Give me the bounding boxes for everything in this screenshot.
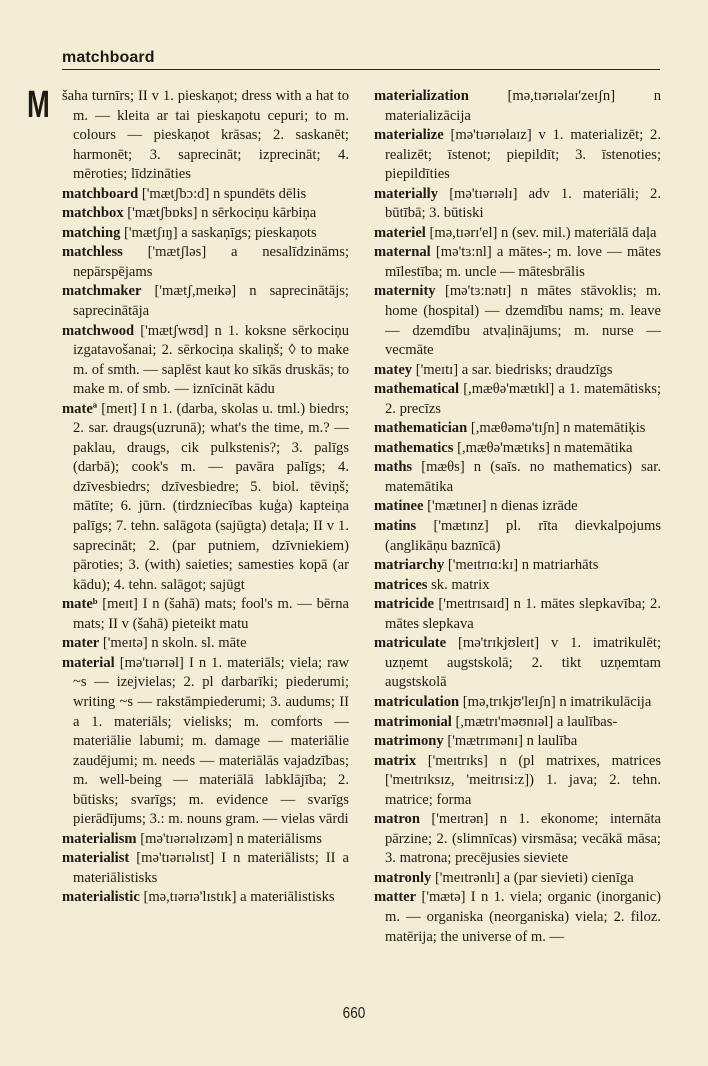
entry-definition: [mə'tɪərɪəl] I n 1. materiāls; viela; raw ~s — izejvielas; 2. pl darbarīki; piederumi; writing ~s — rakstāmpiederumi; 3. audums; II a 1. materiāls; vielisks; m. comforts — materiālie labumi; m. damage — materiālie zaudējumi; m. needs — materiālās vajadzības; m. well-being — materiālā labklājība; 2. būtisks; svarīgs; m. evidence — svarīgs pierādījums; 3.: m. nouns gram. — vielas vārdi — [73, 654, 349, 828]
dictionary-entry — [62, 634, 349, 654]
header-rule — [62, 69, 660, 70]
dictionary-entry — [62, 849, 349, 888]
dictionary-entry — [62, 830, 349, 850]
dictionary-entry — [374, 595, 661, 634]
entry-definition: šaha turnīrs; II v 1. pieskaņot; dress with a hat to m. — kleita ar tai pieskaņotu cepuri; to m. colours — pieskaņot krāsas; 2. saskanēt; harmonēt; 3. saprecināt; izprecināt; 4. mēroties; līdzināties — [62, 88, 349, 183]
headword: matey — [374, 361, 413, 378]
entry-definition: ['meɪtrən] n 1. ekonome; internāta pārzine; 2. (slimnīcas) virsmāsa; vecākā māsa; 3. matrona; precējusies sieviete — [385, 811, 661, 867]
headword: matrices — [374, 576, 428, 593]
headword: matriculate — [374, 635, 447, 652]
headword: matchless — [62, 244, 123, 261]
headword: matrix — [374, 752, 417, 769]
entry-definition: [mə'tɜ:nl] a mātes-; m. love — mātes mīlestība; m. uncle — mātesbrālis — [385, 244, 661, 280]
entry-definition: ['meɪtrənlɪ] a (par sievieti) cienīga — [431, 869, 634, 886]
dictionary-entry — [374, 517, 661, 556]
dictionary-entry — [62, 654, 349, 830]
dictionary-entry — [374, 752, 661, 811]
entry-definition: [mə'trɪkjʊleɪt] v 1. imatrikulēt; uzņemt augstskolā; 2. tikt uzņemtam augstskolā — [385, 635, 661, 691]
dictionary-entry — [374, 810, 661, 869]
right-column — [374, 87, 661, 947]
entry-definition: ['meɪtrɪsaɪd] n 1. mātes slepkavība; 2. mātes slepkava — [385, 596, 661, 632]
headword: matriculation — [374, 693, 460, 710]
entry-definition: [meɪt] I n 1. (darba, skolas u. tml.) biedrs; 2. sar. draugs(uzrunā); what's the time, m.? — paklau, draugs, cik pulkstenis?; 3. palīgs (darbā); cook's m. — pavāra palīgs; 4. dzīvesbiedrs; dzīvesbiedre; 5. biol. tēviņš; mātīte; 6. jūrn. (tirdzniecības kuģa) kapteiņa palīgs; 7. tehn. salāgota (sajūgta) detaļa; II v 1. saprecināt; 2. (par putniem, dzīvniekiem) pāroties; 3. (with) saieties; samesties kopā (ar kādu); 4. tehn. salāgot; sajūgt — [73, 400, 349, 593]
entry-definition: [mə,tɪərɪ'el] n (sev. mil.) materiālā daļa — [425, 224, 657, 241]
dictionary-entry — [374, 126, 661, 185]
headword: matrimonial — [374, 713, 452, 730]
dictionary-entry — [374, 224, 661, 244]
headword: material — [62, 654, 115, 671]
dictionary-entry — [374, 869, 661, 889]
entry-definition: [,mæθə'mætɪkl] a 1. matemātisks; 2. precīzs — [385, 381, 661, 417]
entry-definition: ['mætʃɪŋ] a saskaņīgs; pieskaņots — [120, 224, 317, 241]
headword: mateᵇ — [62, 596, 98, 613]
entry-definition: [mə,trɪkjʊ'leɪʃn] n imatrikulācija — [459, 693, 652, 710]
headword: matrimony — [374, 733, 444, 750]
dictionary-entry — [374, 634, 661, 693]
dictionary-entry — [374, 380, 661, 419]
headword: maternity — [374, 283, 436, 300]
entry-definition: ['mætʃbɒks] n sērkociņu kārbiņa — [123, 205, 317, 222]
headword: matchwood — [62, 322, 135, 339]
dictionary-entry — [374, 497, 661, 517]
dictionary-entry — [374, 888, 661, 947]
entry-definition: [mə'tɪərɪəlɪzəm] n materiālisms — [136, 830, 322, 847]
dictionary-entry — [62, 185, 349, 205]
entry-definition: [mə,tɪərɪə'lɪstɪk] a materiālistisks — [139, 889, 335, 906]
entry-definition: [,mæθəmə'tɪʃn] n matemātiķis — [467, 420, 646, 437]
dictionary-entry — [374, 713, 661, 733]
entry-definition: ['mætɪnz] pl. rīta dievkalpojums (anglikāņu baznīcā) — [385, 518, 661, 554]
dictionary-entry — [374, 556, 661, 576]
headword: mathematician — [374, 420, 468, 437]
entry-definition: ['meɪtrɪks] n (pl matrixes, matrices ['meɪtrɪksɪz, 'meitrɪsi:z]) 1. java; 2. tehn. matrice; forma — [385, 752, 661, 808]
entry-definition: ['meɪtɪ] a sar. biedrisks; draudzīgs — [412, 361, 613, 378]
entry-definition: [,mætrɪ'məʊnɪəl] a laulības- — [451, 713, 618, 730]
entry-definition: [mə,tɪərɪəlaɪ'zeɪʃn] n materializācija — [385, 88, 661, 124]
entry-definition: [,mæθə'mætɪks] n matemātika — [453, 439, 633, 456]
dictionary-entry — [374, 732, 661, 752]
headword: materialist — [62, 850, 130, 867]
headword: matchmaker — [62, 283, 142, 300]
headword: materialistic — [62, 889, 140, 906]
headword: matter — [374, 889, 417, 906]
headword: matriarchy — [374, 557, 445, 574]
entry-definition: [mə'tɪərɪəlaɪz] v 1. materializēt; 2. realizēt; īstenot; piepildīt; 3. īstenoties; piepildīties — [385, 127, 661, 183]
headword: mateª — [62, 400, 98, 417]
entry-definition: [mə'tɜ:nətɪ] n mātes stāvoklis; m. home (hospital) — dzemdību nams; m. leave — dzemdību atvaļinājums; m. nurse — vecmāte — [385, 283, 661, 359]
dictionary-entry — [374, 87, 661, 126]
dictionary-entry — [374, 693, 661, 713]
dictionary-entry — [62, 400, 349, 595]
dictionary-entry — [62, 204, 349, 224]
headword: materialism — [62, 830, 137, 847]
headword: materialization — [374, 88, 469, 104]
entry-definition: sk. matrix — [427, 576, 490, 593]
headword: matching — [62, 224, 121, 241]
dictionary-entry — [62, 87, 349, 185]
dictionary-entry — [374, 419, 661, 439]
entry-definition: ['mætʃ,meɪkə] n saprecinātājs; saprecinātāja — [73, 283, 349, 320]
headword: matricide — [374, 596, 434, 613]
headword: matron — [374, 811, 420, 828]
running-head: matchboard — [62, 49, 155, 66]
entry-definition: ['mætʃwʊd] n 1. koksne sērkociņu izgatavošanai; 2. sērkociņa skaliņš; ◊ to make m. of smth. — saplēst kaut ko sīkās druskās; to make m. of smb. — iznīcināt kādu — [73, 322, 349, 398]
headword: matchbox — [62, 205, 124, 222]
entry-definition: [meɪt] I n (šahā) mats; fool's m. — bērna mats; II v (šahā) pieteikt matu — [73, 596, 349, 632]
dictionary-entry — [374, 458, 661, 497]
entry-definition: [mə'tɪərɪəlɪst] I n materiālists; II a materiālistisks — [73, 850, 349, 886]
headword: matchboard — [62, 185, 139, 202]
dictionary-entry — [374, 243, 661, 282]
headword: materially — [374, 185, 439, 202]
dictionary-entry — [374, 576, 661, 596]
dictionary-entry — [374, 361, 661, 381]
headword: matronly — [374, 869, 432, 886]
headword: maths — [374, 459, 413, 476]
dictionary-entry — [62, 595, 349, 634]
dictionary-entry — [374, 282, 661, 360]
headword: mater — [62, 635, 100, 652]
headword: materiel — [374, 224, 426, 241]
entry-definition: ['mætʃbɔ:d] n spundēts dēlis — [138, 185, 307, 202]
dictionary-entry — [62, 888, 349, 908]
entry-definition: [mə'tɪərɪəlɪ] adv 1. materiāli; 2. būtībā; 3. būtiski — [385, 185, 661, 222]
headword: matins — [374, 518, 417, 535]
entry-definition: [mæθs] n (saīs. no mathematics) sar. matemātika — [385, 459, 661, 495]
dictionary-entry — [62, 224, 349, 244]
page-number: 660 — [342, 1005, 366, 1022]
entry-definition: ['mætɪneɪ] n dienas izrāde — [423, 498, 578, 515]
entry-definition: ['meɪtrɪɑ:kɪ] n matriarhāts — [444, 557, 599, 574]
headword: materialize — [374, 127, 444, 144]
headword: mathematics — [374, 439, 454, 456]
headword: mathematical — [374, 381, 460, 398]
dictionary-entry — [62, 243, 349, 282]
thumb-index-letter: M — [27, 84, 50, 126]
dictionary-entry — [62, 282, 349, 321]
headword: matinee — [374, 498, 424, 515]
left-column — [62, 87, 349, 908]
entry-definition: ['mætə] I n 1. viela; organic (inorganic) m. — organiska (neorganiska) viela; 2. filoz. matērija; the universe of m. — — [385, 889, 661, 945]
headword: maternal — [374, 244, 431, 261]
entry-definition: ['mætrɪmənɪ] n laulība — [443, 733, 578, 750]
dictionary-entry — [374, 439, 661, 459]
entry-definition: ['meɪtə] n skoln. sl. māte — [99, 635, 247, 652]
dictionary-entry — [62, 322, 349, 400]
dictionary-entry — [374, 185, 661, 224]
entry-definition: ['mætʃləs] a nesalīdzināms; nepārspējams — [73, 244, 349, 280]
